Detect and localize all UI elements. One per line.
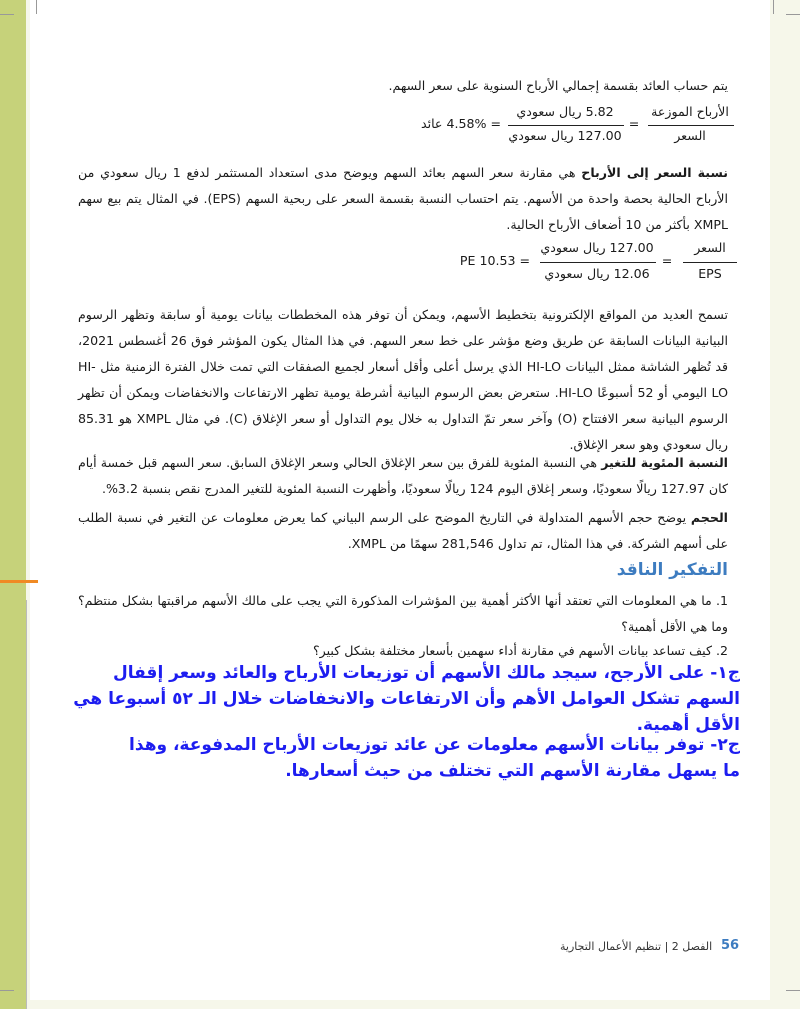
question-1: 1. ما هي المعلومات التي تعتقد أنها الأكثر أهمية بين المؤشرات المذكورة التي يجب على مالك الأسهم مراقبتها بشكل منتظم؟ وما هي الأقل أهمية؟ <box>78 593 728 634</box>
pe-ratio-term: نسبة السعر إلى الأرباح <box>581 165 728 180</box>
page-number: 56 <box>721 938 740 953</box>
answer-1: ج١- على الأرجح، سيجد مالك الأسهم أن توزيعات الأرباح والعائد وسعر إقفال السهم تشكل العوامل الأهم وأن الارتفاعات والانخفاضات خلال الـ ٥٢ أسبوعا هي الأقل أهمية. <box>73 663 740 735</box>
formula-rhs-numerator: 127.00 ريال سعودي <box>540 240 654 255</box>
chapter-footer: الفصل 2 | تنظيم الأعمال التجارية <box>560 940 713 953</box>
fraction-line <box>648 125 734 126</box>
formula-lhs-denominator: السعر <box>674 128 706 143</box>
accent-dash <box>0 580 38 583</box>
crop-mark <box>786 14 800 15</box>
formula-rhs-numerator: 5.82 ريال سعودي <box>516 104 614 119</box>
formula-result: = 4.58% عائد <box>420 116 502 131</box>
crop-mark <box>786 990 800 991</box>
intro-text: يتم حساب العائد بقسمة إجمالي الأرباح السنوية على سعر السهم. <box>388 78 728 93</box>
percent-change-paragraph <box>78 450 728 502</box>
critical-thinking-heading: التفكير الناقد <box>616 560 728 580</box>
percent-change-term: النسبة المئوية للتغير <box>601 455 728 470</box>
answer-2: ج٢- توفر بيانات الأسهم معلومات عن عائد توزيعات الأرباح المدفوعة، وهذا ما يسهل مقارنة الأسهم التي تختلف من حيث أسعارها. <box>129 735 740 781</box>
crop-mark <box>36 0 37 14</box>
equals-sign: = <box>661 253 673 268</box>
formula-lhs-numerator: الأرباح الموزعة <box>651 104 729 119</box>
crop-mark <box>773 0 774 14</box>
pe-formula <box>455 240 745 288</box>
equals-sign: = <box>628 116 640 131</box>
stock-charts-paragraph: تسمح العديد من المواقع الإلكترونية بتخطيط الأسهم، ويمكن أن توفر هذه المخططات بيانات يومية أو سابقة وتظهر الرسوم البيانية البيانات السابقة عن طريق وضع مؤشر على خط سعر السهم. في هذا المثال يكون المؤشر فوق 26 أغسطس 2021، قد تُظهر الشاشة ممثل البيانات HI-LO الذي يرسل أعلى وأقل أسعار لجميع الصفقات التي تمت خلال الفترة الزمنية مثل HI-LO اليومي أو 52 أسبوعًا HI-LO. ستعرض بعض الرسوم البيانية أشرطة يومية تظهر الارتفاعات والانخفاضات ويمكن أن تظهر الرسوم البيانية سعر الافتتاح (O) وآخر سعر تمّ التداول به خلال يوم التداول أو سعر الإغلاق (C). في مثال XMPL هو 85.31 ريال سعودي وهو سعر الإغلاق. <box>78 307 729 452</box>
question-2: 2. كيف تساعد بيانات الأسهم في مقارنة أداء سهمين بأسعار مختلفة بشكل كبير؟ <box>312 643 728 658</box>
formula-rhs-denominator: 12.06 ريال سعودي <box>544 266 650 281</box>
margin-line <box>26 600 27 1009</box>
volume-term: الحجم <box>690 510 728 525</box>
fraction-line <box>540 262 656 263</box>
formula-result: = PE 10.53 <box>459 253 531 268</box>
left-margin-bar <box>0 0 26 1009</box>
pe-ratio-text: هي مقارنة سعر السهم بعائد السهم ويوضح مدى استعداد المستثمر لدفع 1 ريال سعودي من الأرباح الحالية بحصة واحدة من الأسهم. يتم احتساب النسبة بقسمة السعر على ربحية السهم (EPS). في المثال يتم بيع سهم XMPL بأكثر من 10 أضعاف الأرباح الحالية. <box>78 165 728 232</box>
crop-mark <box>0 990 14 991</box>
yield-formula <box>420 104 740 150</box>
formula-lhs-numerator: السعر <box>694 240 726 255</box>
crop-mark <box>0 14 14 15</box>
fraction-line <box>683 262 737 263</box>
formula-lhs-denominator: EPS <box>698 266 722 281</box>
fraction-line <box>508 125 624 126</box>
formula-rhs-denominator: 127.00 ريال سعودي <box>508 128 622 143</box>
percent-change-text: هي النسبة المئوية للفرق بين سعر الإغلاق الحالي وسعر الإغلاق السابق. سعر السهم قبل خمسة أيام كان 127.97 ريالًا سعوديًا، وسعر إغلاق اليوم 124 ريالًا سعوديًا، وأظهرت النسبة المئوية للتغير المدرج نقص بنسبة 3.2%. <box>78 455 728 496</box>
pe-ratio-paragraph <box>78 160 728 238</box>
volume-paragraph <box>78 505 728 557</box>
volume-text: يوضح حجم الأسهم المتداولة في التاريخ الموضح على الرسم البياني كما يعرض معلومات عن التغير في نسبة الطلب على أسهم الشركة. في هذا المثال، تم تداول 281,546 سهمًا من XMPL. <box>78 510 728 551</box>
